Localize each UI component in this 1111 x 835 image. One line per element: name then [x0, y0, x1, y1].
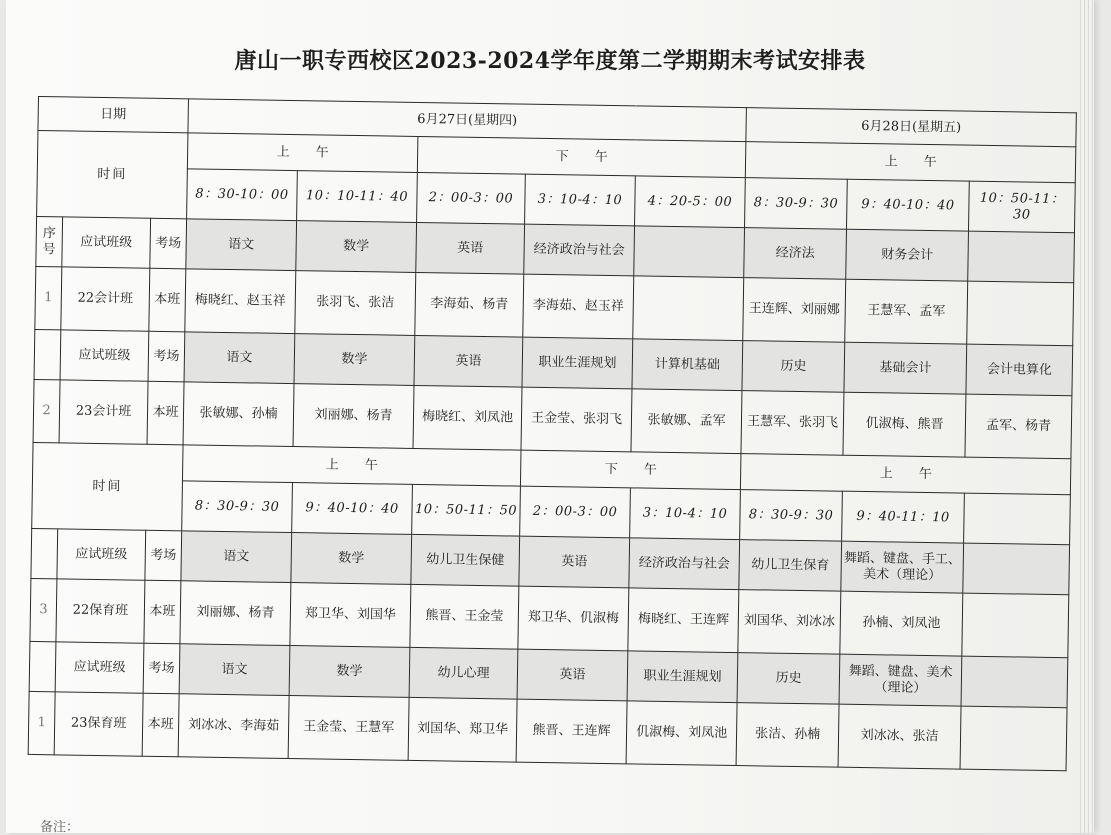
time-slot [964, 493, 1071, 545]
subject-cell: 幼儿卫生保健 [411, 534, 520, 586]
class-header: 应试班级 [62, 217, 151, 268]
teacher-cell: 张敏娜、孟军 [631, 389, 742, 454]
teacher-cell: 仉淑梅、刘凤池 [626, 701, 737, 766]
room-name: 本班 [149, 268, 186, 332]
class-header: 应试班级 [57, 529, 146, 580]
subject-cell: 英语 [517, 649, 628, 701]
subject-cell: 幼儿心理 [409, 647, 518, 699]
time-slot: 8：30-9：30 [182, 481, 293, 533]
day2-label: 6月28日(星期五) [746, 108, 1077, 147]
teacher-cell: 梅晓红、赵玉祥 [185, 269, 296, 334]
teacher-cell: 梅晓红、刘凤池 [413, 385, 522, 450]
teacher-cell: 刘国华、刘冰冰 [738, 590, 841, 655]
seq-number: 1 [35, 266, 62, 329]
subject-cell: 数学 [296, 221, 417, 273]
time-label: 时间 [32, 442, 183, 530]
time-slot: 2：00-3：00 [520, 486, 631, 538]
subject-cell: 英语 [416, 222, 525, 274]
subject-cell [961, 656, 1068, 708]
seq-header: 序 号 [36, 216, 63, 266]
subject-cell: 语文 [186, 219, 297, 271]
teacher-cell: 刘国华、郑卫华 [408, 697, 517, 762]
teacher-cell: 王金莹、王慧军 [288, 696, 409, 761]
teacher-cell [967, 281, 1074, 346]
class-name: 23保育班 [54, 692, 143, 756]
footnote-label: 备注： [40, 820, 80, 835]
exam-schedule-table [28, 96, 1077, 771]
room-name: 本班 [147, 381, 184, 445]
teacher-cell: 张洁、孙楠 [736, 703, 839, 768]
subject-cell: 经济政治与社会 [524, 224, 635, 276]
teacher-cell: 王慧军、孟军 [845, 279, 968, 344]
teacher-cell: 刘丽娜、杨青 [180, 581, 291, 646]
subject-cell: 职业生涯规划 [627, 651, 738, 703]
room-header: 考场 [148, 331, 185, 382]
time-slot: 4：20-5：00 [635, 176, 746, 228]
time-slot: 2：00-3：00 [417, 172, 526, 224]
subject-cell: 历史 [737, 653, 840, 705]
date-label: 日期 [38, 97, 189, 133]
room-header: 考场 [143, 643, 180, 694]
teacher-cell: 张羽飞、张洁 [295, 271, 416, 336]
teacher-cell [962, 593, 1069, 658]
class-name: 22会计班 [61, 267, 150, 331]
paper-sheet [6, 0, 1094, 833]
teacher-cell: 郑卫华、仉淑梅 [518, 586, 629, 651]
subject-cell: 经济政治与社会 [629, 538, 740, 590]
teacher-cell: 熊晋、王连辉 [516, 699, 627, 764]
class-name: 23会计班 [59, 380, 148, 444]
subject-cell: 舞蹈、键盘、美术（理论） [839, 654, 962, 706]
time-slot: 9：40-10：40 [847, 179, 970, 231]
day1-am-label: 上 午 [183, 445, 522, 486]
time-slot: 9：40-10：40 [292, 483, 413, 535]
teacher-cell: 张敏娜、孙楠 [183, 382, 294, 447]
time-slot: 10：50-11：50 [412, 484, 521, 536]
subject-cell: 经济法 [744, 228, 847, 280]
day2-am-label: 上 午 [745, 142, 1076, 183]
teacher-cell: 李海茹、赵玉祥 [523, 274, 634, 339]
subject-cell: 数学 [289, 646, 410, 698]
subject-cell: 语文 [184, 332, 295, 384]
teacher-cell [960, 706, 1067, 771]
subject-cell: 历史 [742, 341, 845, 393]
teacher-cell: 梅晓红、王连辉 [628, 588, 739, 653]
subject-cell: 基础会计 [844, 342, 967, 394]
teacher-cell: 刘丽娜、杨青 [293, 384, 414, 449]
class-name: 22保育班 [56, 579, 145, 643]
time-slot: 8：30-9：30 [740, 490, 843, 542]
teacher-cell: 刘冰冰、李海茹 [178, 694, 289, 759]
subject-cell: 语文 [179, 644, 290, 696]
teacher-cell: 王慧军、张羽飞 [741, 391, 844, 456]
teacher-cell: 熊晋、王金莹 [410, 584, 519, 649]
subject-cell: 会计电算化 [966, 344, 1073, 396]
subject-cell: 数学 [294, 334, 415, 386]
day1-am-label: 上 午 [187, 133, 418, 173]
teacher-cell: 刘冰冰、张洁 [838, 704, 961, 769]
time-slot: 8：30-10：00 [187, 169, 298, 221]
teacher-cell [633, 276, 744, 341]
room-header: 考场 [145, 530, 182, 581]
day2-am-label: 上 午 [740, 454, 1071, 495]
room-header: 考场 [150, 218, 187, 269]
subject-cell: 财务会计 [846, 229, 969, 281]
teacher-cell: 孙楠、刘凤池 [840, 591, 963, 656]
teacher-cell: 孟军、杨青 [965, 394, 1072, 459]
time-slot: 3：10-4：10 [630, 488, 741, 540]
page-title: 唐山一职专西校区2023-2024学年度第二学期期末考试安排表 [234, 48, 866, 74]
class-header: 应试班级 [55, 642, 144, 693]
time-slot: 3：10-4：10 [525, 174, 636, 226]
subject-cell [634, 226, 745, 278]
teacher-cell: 郑卫华、刘国华 [290, 583, 411, 648]
time-slot: 9：40-11：10 [842, 491, 965, 543]
day1-label: 6月27日(星期四) [188, 99, 747, 142]
subject-cell: 英语 [414, 335, 523, 387]
teacher-cell: 王连辉、刘丽娜 [743, 278, 846, 343]
subject-cell: 英语 [519, 536, 630, 588]
day1-pm-label: 下 午 [520, 450, 741, 489]
room-name: 本班 [142, 693, 179, 757]
seq-number: 3 [30, 578, 57, 641]
room-name: 本班 [144, 580, 181, 644]
seq-blank [29, 641, 56, 691]
subject-cell [963, 543, 1070, 595]
day1-pm-label: 下 午 [417, 136, 746, 177]
class-header: 应试班级 [60, 330, 149, 381]
subject-cell: 数学 [291, 533, 412, 585]
teacher-cell: 王金莹、张羽飞 [521, 387, 632, 452]
time-slot: 8：30-9：30 [745, 178, 848, 230]
seq-blank [34, 329, 61, 379]
time-slot: 10：10-11：40 [297, 171, 418, 223]
teacher-cell: 李海茹、杨青 [415, 272, 524, 337]
seq-number: 2 [33, 379, 60, 442]
seq-number: 1 [28, 691, 55, 754]
seq-blank [31, 528, 58, 578]
subject-cell: 幼儿卫生保育 [739, 540, 842, 592]
teacher-cell: 仉淑梅、熊晋 [843, 392, 966, 457]
subject-cell: 计算机基础 [632, 339, 743, 391]
subject-cell: 职业生涯规划 [522, 337, 633, 389]
time-label: 时间 [37, 131, 188, 219]
subject-cell: 语文 [181, 531, 292, 583]
subject-cell [968, 231, 1075, 283]
subject-cell: 舞蹈、键盘、手工、美术（理论） [841, 541, 964, 593]
paper-stack-edge [1080, 0, 1094, 833]
time-slot: 10：50-11：30 [969, 181, 1076, 233]
